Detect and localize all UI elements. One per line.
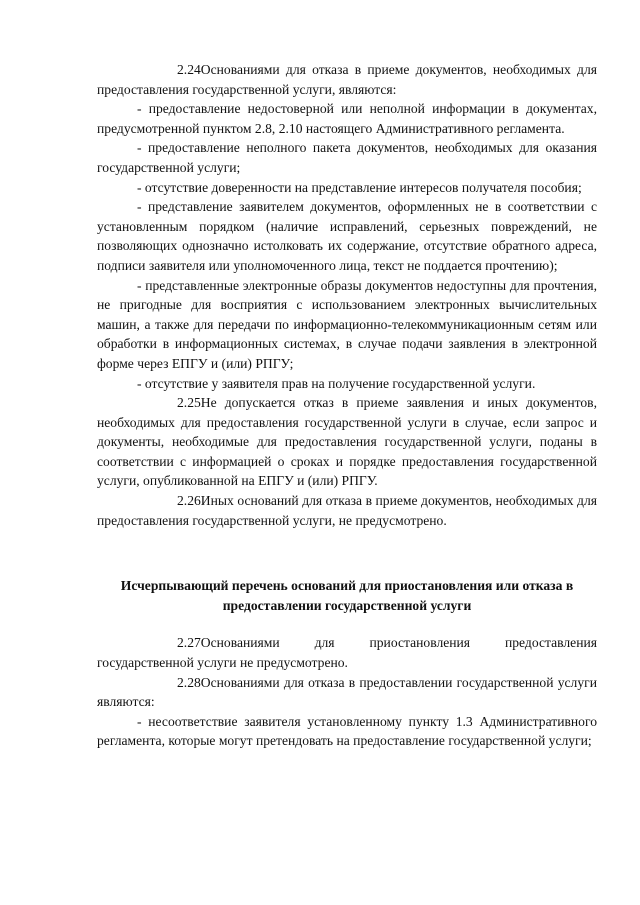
paragraph [97,197,597,275]
paragraph-text: - предоставление недостоверной или неполной информации в документах, предусмотренной пунктом 2.8, 2.10 настоящего Административного регламента. [97,101,597,136]
paragraph [97,491,597,530]
paragraph [97,60,597,99]
paragraph [97,633,597,672]
paragraph-text: Основаниями для отказа в предоставлении государственной услуги являются: [97,674,597,710]
paragraph-text: Основаниями для приостановления предоставления государственной услуги не предусмотрено. [97,635,597,671]
paragraph-number: 2.25 [177,395,201,411]
section-refusal-documents [97,60,597,530]
paragraph-text: - отсутствие у заявителя прав на получение государственной услуги. [137,375,536,391]
paragraph-number: 2.24 [177,62,201,77]
paragraph-number: 2.27 [177,635,201,651]
paragraph-text: - отсутствие доверенности на представление интересов получателя пособия; [137,179,582,195]
paragraph [97,276,597,374]
paragraph [97,673,597,712]
paragraph-text: Не допускается отказ в приеме заявления и иных документов, необходимых для предоставления государственной услуги в случае, если запрос и документы, необходимые для предоставления государственной услуги, поданы в соответствии с информацией о сроках и порядке предоставления государственной услуги, опубликованной на ЕПГУ и (или) РПГУ. [97,395,597,489]
paragraph-text: - представленные электронные образы документов недоступны для прочтения, не пригодные для восприятия с использованием электронных вычислительных машин, а также для передачи по информационно-телекоммуникационным сетям или обработки в информационных системах, в случае подачи заявления в электронной форме через ЕПГУ и (или) РПГУ; [97,277,597,371]
paragraph [97,99,597,138]
paragraph-number: 2.26 [177,493,201,509]
paragraph-text: - представление заявителем документов, оформленных не в соответствии с установленным порядком (наличие исправлений, серьезных повреждений, не позволяющих однозначно истолковать их содержание, отсутствие обратного адреса, подписи заявителя или уполномоченного лица, текст не поддается прочтению); [97,199,597,273]
paragraph-text: Иных оснований для отказа в приеме документов, необходимых для предоставления государственной услуги, не предусмотрено. [97,493,597,528]
paragraph-text: Основаниями для отказа в приеме документов, необходимых для предоставления государственной услуги, являются: [97,62,597,97]
paragraph [97,374,597,394]
section-refusal-service [97,633,597,751]
paragraph [97,138,597,177]
paragraph [97,178,597,198]
paragraph [97,712,597,751]
paragraph-number: 2.28 [177,674,201,690]
paragraph-text: - несоответствие заявителя установленному пункту 1.3 Административного регламента, которые могут претендовать на предоставление государственной услуги; [97,713,597,749]
paragraph-text: - предоставление неполного пакета документов, необходимых для оказания государственной услуги; [97,140,597,175]
paragraph [97,393,597,491]
section-heading: Исчерпывающий перечень оснований для приостановления или отказа в предоставлении государственной услуги [120,578,574,613]
